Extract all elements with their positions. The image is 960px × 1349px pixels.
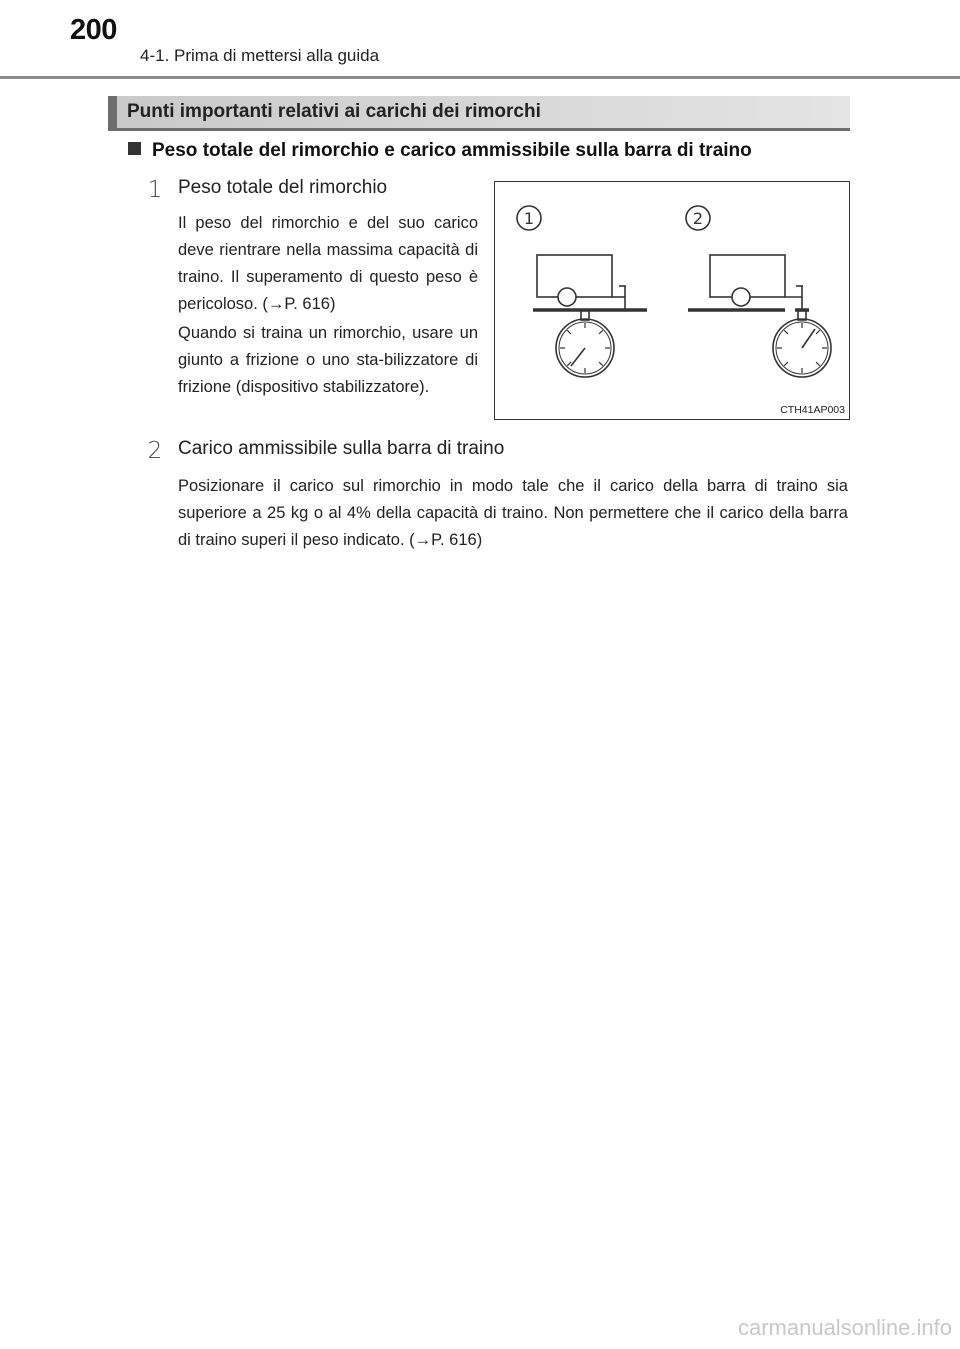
towing-diagram [495,182,851,421]
watermark: carmanualsonline.info [737,1315,952,1340]
page-number: 200 [70,14,117,46]
item-1-title: Peso totale del rimorchio [178,177,388,198]
section-header-bar [108,96,117,131]
section-path: 4-1. Prima di mettersi alla guida [140,46,380,65]
trailer-1-wheel [558,288,576,306]
item-2-title: Carico ammissibile sulla barra di traino [178,438,505,459]
section-title: Punti importanti relativi ai carichi dei rimorchi [127,101,541,122]
item-2-badge: 2 [147,438,163,464]
item-1-paragraph-2: Quando si traina un rimorchio, usare un giunto a frizione o uno sta-bilizzatore di frizione (dispositivo stabilizzatore). [178,324,478,396]
trailer-2-wheel [732,288,750,306]
section-header [108,96,850,131]
subsection-heading [128,140,752,162]
figure-label-1: 1 [523,209,535,228]
item-1-paragraph-1: Il peso del rimorchio e del suo carico deve rientrare nella massima capacità di traino. Il superamento di questo peso è pericoloso. (→P. 616) [178,214,478,313]
header-rule [0,76,960,79]
figure-code: CTH41AP003 [780,404,845,416]
item-2-paragraph-1: Posizionare il carico sul rimorchio in modo tale che il carico della barra di traino sia superiore a 25 kg o al 4% della capacità di traino. Non permettere che il carico della barra di traino superi il peso indicato. (→P. 616) [178,477,848,549]
subsection-title: Peso totale del rimorchio e carico ammissibile sulla barra di traino [152,140,752,161]
figure-label-2: 2 [692,209,704,228]
towing-diagram-figure [494,181,850,420]
square-bullet-icon [128,142,141,155]
scale-2-needle [802,329,815,348]
scale-1-needle [571,348,585,366]
item-1-badge: 1 [147,177,163,203]
